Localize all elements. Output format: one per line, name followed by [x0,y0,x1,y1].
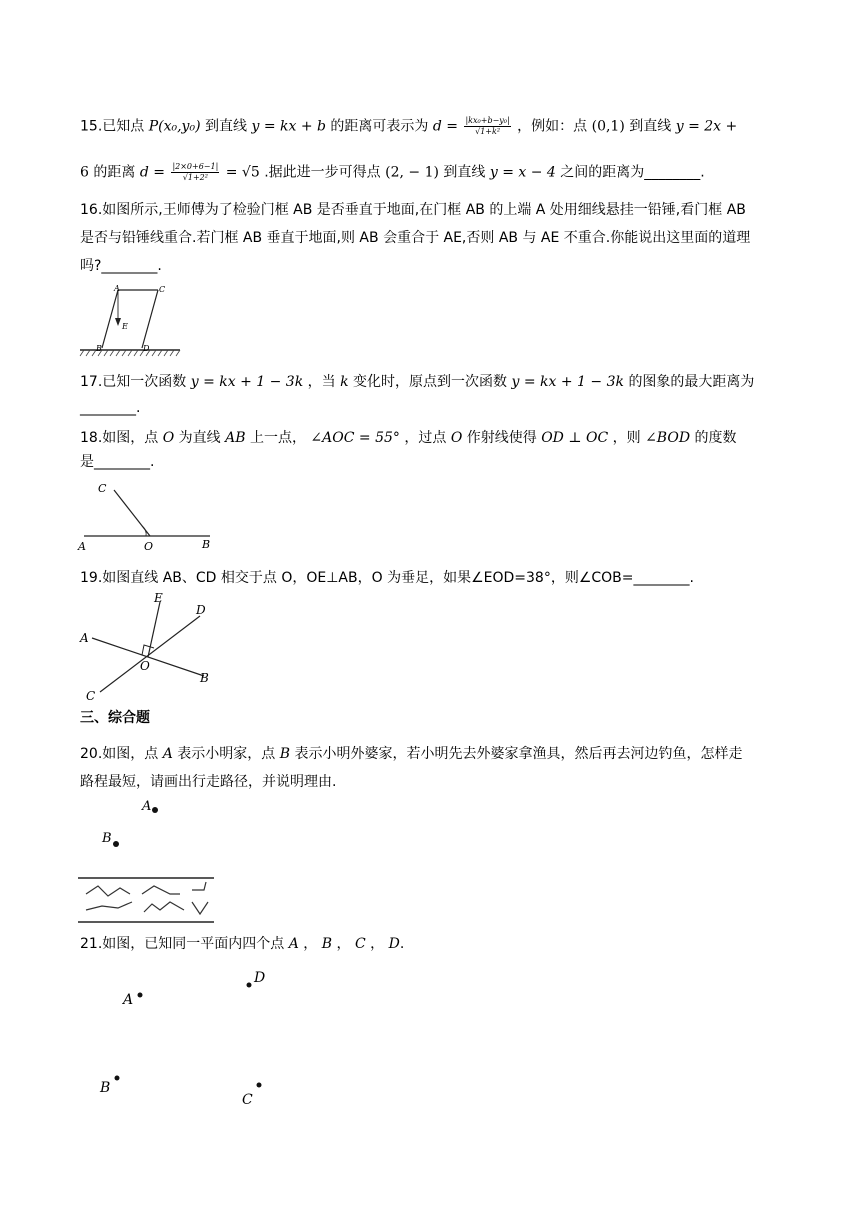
q18-point-o: O [162,430,175,446]
label-o: O [140,659,150,673]
label-a: A [114,284,120,293]
q17-function: y = kx + 1 − 3k [190,374,304,390]
q15-text: 之间的距离为 [560,164,645,181]
q15-result: = √5 [225,164,260,181]
q21-sep: ， [336,936,351,952]
q18-text: 18.如图，点 [80,430,159,446]
q20-line-1 [80,744,743,764]
label-d: D [143,344,150,353]
fraction-numerator: |2×0+6−1| [172,162,219,171]
q15-text: ，例如：点 [517,118,588,135]
q18-text: 作射线使得 [466,430,537,446]
formula-numerator: |kx₀+b−y₀| [465,116,510,125]
q17-text: ，当 [307,374,336,390]
q15-line-2 [80,162,705,183]
door-frame-figure [76,282,188,358]
q15-text: 的距离 [93,164,136,181]
label-c: C [86,689,96,702]
label-b: B [202,538,211,551]
label-d: D [196,603,206,617]
q20-line-2: 路程最短，请画出行走路径，并说明理由. [80,774,337,790]
q18-angle-bod: ∠BOD [645,430,691,446]
q20-point-a: A [162,746,173,762]
q15-example-line: y = 2x + [675,118,738,135]
q21-point-a: A [288,936,299,952]
q17-line-2: ________. [80,400,141,416]
q15-text: 到直线 [629,118,672,135]
q15-text: 到直线 [443,164,486,181]
q17-line-1 [80,372,754,392]
q18-text: ，则 [612,430,641,446]
q15-line-expr: y = kx + b [251,118,326,135]
angle-aoc-figure [74,476,220,554]
q16-line-2: 是否与铅锤线重合.若门框 AB 垂直于地面,则 AB 会重合于 AE,否则 AB 与 AE 不重合.你能说出这里面的道理 [80,230,751,246]
q17-function: y = kx + 1 − 3k [511,374,624,390]
q19-text: 19.如图直线 AB、CD 相交于点 O，OE⊥AB，O 为垂足，如果∠EOD=38°，则∠COB=________. [80,570,694,586]
label-e: E [122,322,128,331]
label-b: B [96,344,102,353]
q17-text: 变化时，原点到一次函数 [353,374,508,390]
q15-end: . [700,164,705,181]
label-e: E [154,591,163,605]
formula-denominator: √1+k² [475,127,501,136]
q21-line-1 [80,934,404,954]
label-o: O [144,540,154,553]
q18-line-ab: AB [225,430,246,446]
q17-text: 的图象的最大距离为 [628,374,755,390]
q21-text: 21.如图，已知同一平面内四个点 [80,936,285,952]
q15-text: 到直线 [205,118,247,135]
q15-example-fraction [171,162,219,183]
q21-sep: ， [370,936,385,952]
q15-point-expr: P(x₀,y₀) [148,118,201,135]
q18-text: 的度数 [694,430,737,446]
q20-text: 表示小明外婆家，若小明先去外婆家拿渔具，然后再去河边钓鱼，怎样走 [294,746,743,762]
q15-example-line-cont: 6 [80,164,89,181]
intersecting-lines-figure [74,590,220,702]
q15-d-symbol: d = [139,164,165,181]
q18-point-o: O [450,430,463,446]
label-b: B [102,831,112,846]
q15-text: 15.已知点 [80,118,145,135]
label-d: D [254,970,266,986]
q17-text: 17.已知一次函数 [80,374,187,390]
q18-perp: OD ⊥ OC [541,430,609,446]
q15-d-symbol: d = [432,118,459,135]
section-title: 三、综合题 [80,710,150,726]
label-b: B [200,671,209,685]
label-a: A [78,540,86,553]
label-a: A [123,992,134,1008]
q20-text: 表示小明家，点 [177,746,276,762]
q21-point-d: D [388,936,400,952]
q15-text: 的距离可表示为 [330,118,429,135]
q16-line-3: 吗?________. [80,258,162,274]
q15-point2: (2, − 1) [385,164,439,181]
q18-text: ，过点 [404,430,447,446]
q21-sep: ， [303,936,318,952]
q15-example-point: (0,1) [591,118,625,135]
q21-point-b: B [321,936,333,952]
q21-end: . [399,936,405,952]
answer-blank[interactable]: ________ [644,164,701,181]
q18-text: 为直线 [178,430,221,446]
label-a: A [80,631,89,645]
river-figure [74,794,220,928]
q15-line2: y = x − 4 [489,164,556,181]
q15-line-1 [80,116,737,137]
fraction-denominator: √1+2² [182,173,208,182]
label-c: C [242,1092,253,1108]
label-c: C [98,482,107,495]
four-points-figure [90,960,290,1110]
label-c: C [159,285,166,294]
q21-point-c: C [354,936,366,952]
label-a: A [142,799,152,814]
q18-text: 上一点， [249,430,306,446]
q20-text: 20.如图，点 [80,746,159,762]
q18-line-1 [80,428,737,448]
q17-k: k [340,374,349,390]
q18-line-2: 是________. [80,454,155,470]
q20-point-b: B [279,746,291,762]
q18-angle: ∠AOC = 55° [310,430,400,446]
q15-text: .据此进一步可得点 [264,164,381,181]
q15-distance-formula [464,116,510,137]
q16-line-1: 16.如图所示,王师傅为了检验门框 AB 是否垂直于地面,在门框 AB 的上端 A 处用细线悬挂一铅锤,看门框 AB [80,202,746,218]
label-b: B [100,1080,111,1096]
